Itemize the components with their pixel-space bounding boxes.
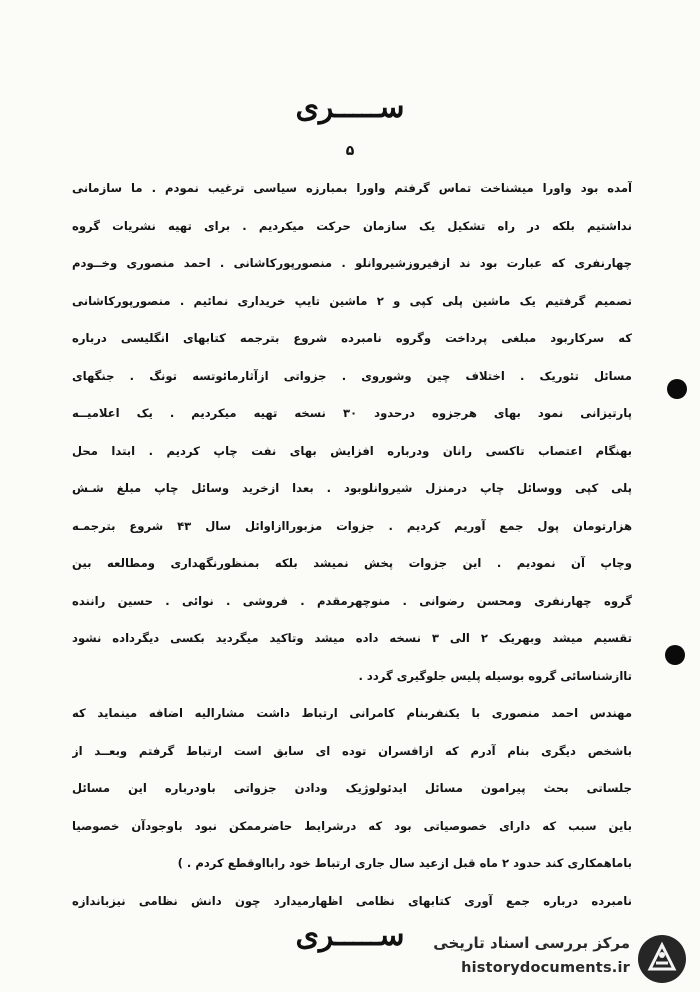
text-line: پلی کپی ووسائل چاپ درمنزل شیروانلوبود . بعدا ازخرید وسائل چاپ مبلغ شـش: [72, 481, 632, 495]
text-line: وچاپ آن نمودیم . این جزوات پخش نمیشد بلکه بمنظورنگهداری ومطالعه بین: [72, 556, 632, 570]
text-line: نداشتیم بلکه در راه تشکیل یک سازمان حرکت میکردیم . برای تهیه نشریات گروه: [72, 218, 632, 233]
page-number: ۵: [345, 143, 355, 159]
classification-footer: ســـــرى: [295, 918, 405, 953]
text-line: گروه چهارنفری ومحسن رضوانی . منوچهرمقدم . فروشی . نوائی . حسین رانندە: [72, 593, 632, 608]
text-line: مهندس احمد منصوری با یکنفربنام کامرانی ارتباط داشت مشارالیه اضافه مینماید که: [72, 706, 632, 720]
watermark-name: مرکز بررسی اسناد تاریخی: [433, 934, 630, 952]
watermark-url: historydocuments.ir: [461, 960, 630, 976]
classification-header: ســـــرى: [295, 90, 405, 125]
text-line: چهارنفری که عبارت بود ند ازفیروزشیروانلو . منصورپورکاشانی . احمد منصوری وخــودم: [72, 256, 632, 270]
text-line: تاازشناسائی گروه بوسیله پلیس جلوگیری گردد .: [358, 668, 632, 683]
archive-watermark: [428, 930, 692, 986]
text-line: مسائل تئوریک . اختلاف چین وشوروی . جزواتی ازآثارمائوتسه تونگ . جنگهای: [72, 368, 632, 383]
text-line: باین سبب که دارای خصوصیاتی بود که درشرایط حاضرممکن نبود باوجودآن خصوصیا: [72, 818, 632, 833]
text-line: هزارتومان پول جمع آوریم کردیم . جزوات مزبوراازاوائل سال ۴۳ شروع بترجمـه: [72, 518, 632, 533]
text-line: که سرکاربود مبلغی پرداخت وگروه نامبرده شروع بترجمه کتابهای انگلیسی درباره: [72, 331, 632, 345]
document-archive-logo-icon: [636, 933, 688, 985]
text-line: تقسیم میشد وبهریک ۲ الی ۳ نسخه داده میشد وتاکید میگردید بکسی دیگرداده نشود: [72, 631, 632, 645]
punch-hole: [665, 645, 685, 665]
text-line: جلساتی بحث پیرامون مسائل ایدئولوژیک ودادن جزواتی باودرباره این مسائل: [72, 781, 632, 795]
text-line: باماهمکاری کند حدود ۲ ماه قبل ازعید سال جاری ارتباط خود رابااوقطع کردم . ): [177, 856, 632, 870]
text-line: بهنگام اعتصاب تاکسی رانان ودرباره افزایش بهای نفت چاپ کردیم . ابتدا محل: [72, 443, 632, 458]
text-line: باشخص دیگری بنام آدرم که ازافسران توده ای سابق است ارتباط گرفتم وبعــد از: [72, 743, 632, 758]
text-line: تصمیم گرفتیم یک ماشین پلی کپی و ۲ ماشین تایپ خریداری نمائیم . منصورپورکاشانی: [72, 293, 632, 308]
text-line: آمده بود واورا میشناخت تماس گرفتم واورا بمبارزه سیاسی ترغیب نمودم . ما سازمانی: [72, 181, 632, 195]
punch-hole: [667, 379, 687, 399]
document-body: [72, 170, 632, 920]
text-line: نامبرده درباره جمع آوری کتابهای نظامی اظهارمیدارد چون دانش نظامی نیزباندازه: [72, 893, 632, 908]
text-line: پارتیزانی نمود بهای هرجزوه درحدود ۳۰ نسخه تهیه میکردیم . یک اعلامیــه: [72, 406, 632, 420]
